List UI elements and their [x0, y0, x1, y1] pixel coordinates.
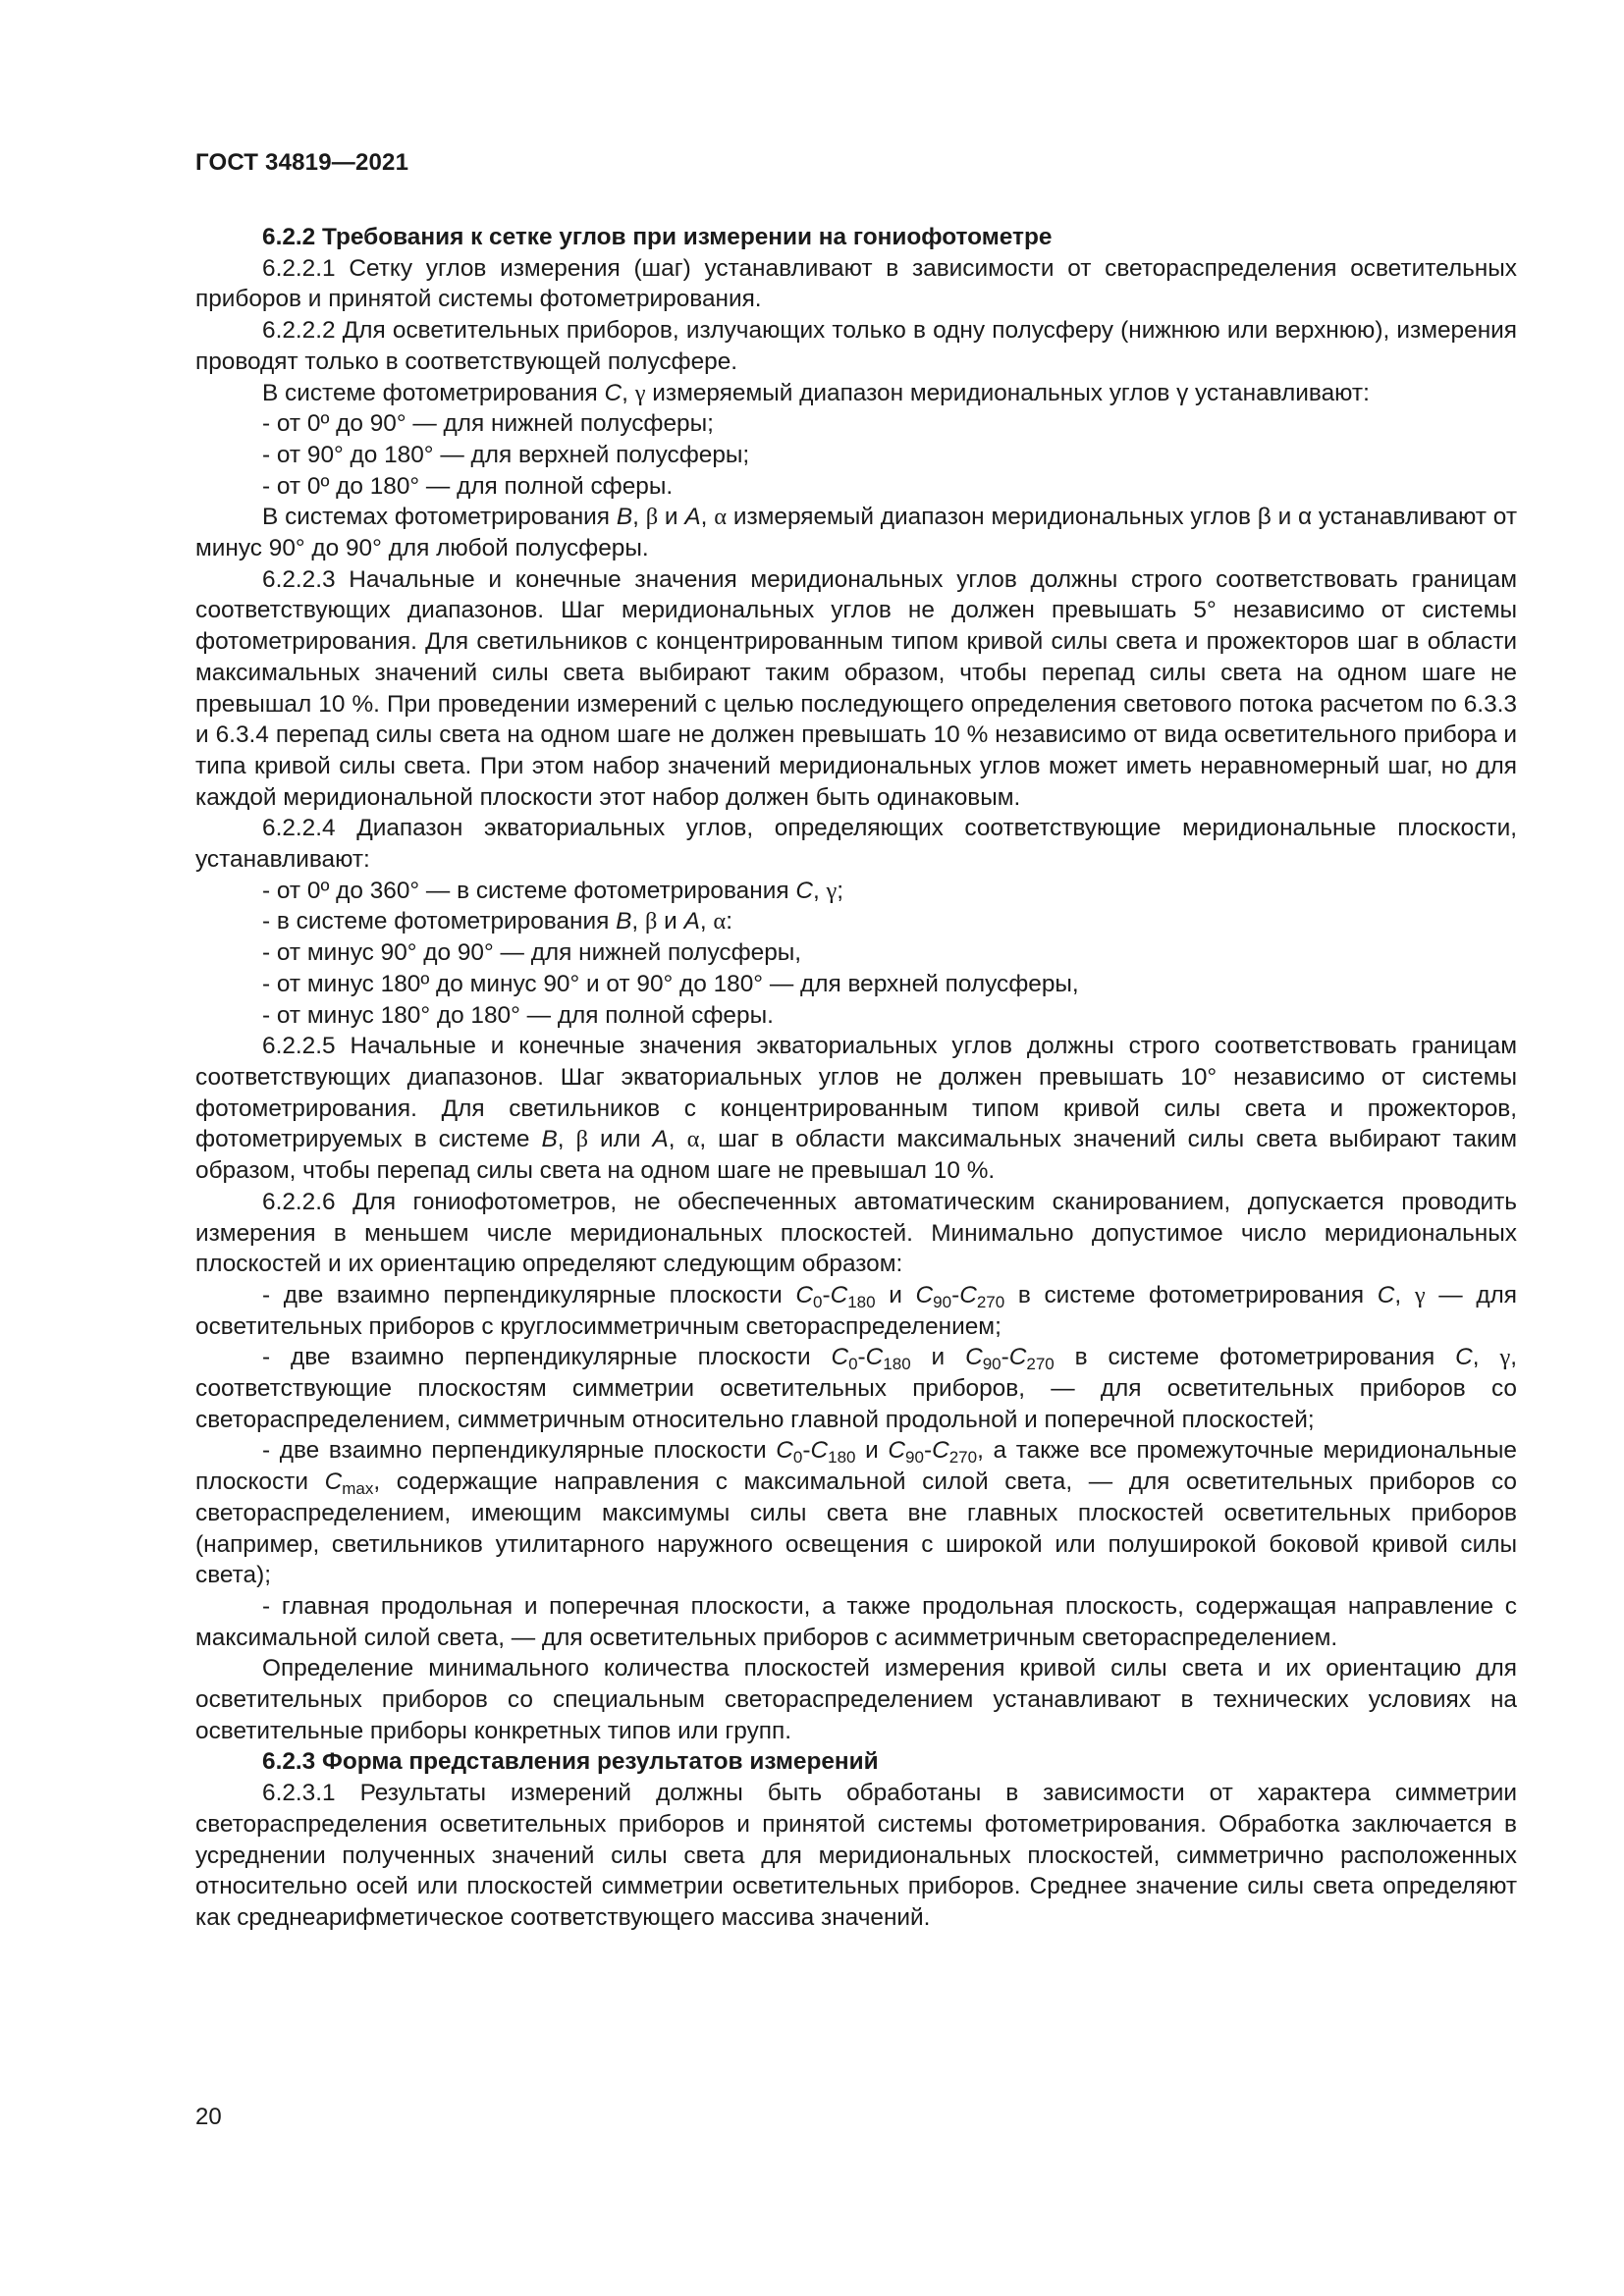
document-body: [195, 222, 1517, 1934]
paragraph-6-2-2-3: 6.2.2.3 Начальные и конечные значения меридиональных углов должны строго соответствовать границам соответствующих диапазонов. Шаг меридиональных углов не должен превышать 5° независимо от системы фотометрирования. Для светильников с концентрированным типом кривой силы света и прожекторов шаг в области максимальных значений силы света выбирают таким образом, чтобы перепад силы света на одном шаге не превышал 10 %. При проведении измерений с целью последующего определения светового потока расчетом по 6.3.3 и 6.3.4 перепад силы света на одном шаге не должен превышать 10 % независимо от вида осветительного прибора и типа кривой силы света. При этом набор значений меридиональных углов может иметь неравномерный шаг, но для каждой меридиональной плоскости этот набор должен быть одинаковым.: [195, 565, 1517, 811]
paragraph-6-2-2-4: 6.2.2.4 Диапазон экваториальных углов, определяющих соответствующие меридиональные плоскости, устанавливают:: [195, 815, 1517, 874]
list-item: - от минус 90° до 90° — для нижней полусферы,: [262, 939, 802, 967]
page-number: 20: [195, 2104, 222, 2130]
paragraph-c-gamma-range: В системе фотометрирования C, γ измеряемый диапазон меридиональных углов γ устанавливают:: [262, 379, 1370, 406]
list-item: - от 0º до 180° — для полной сферы.: [262, 472, 674, 500]
list-item: - две взаимно перпендикулярные плоскости $C_0-C_{180}$ и $C_{90}-C_{270}$ в системе фотометрирования C, γ — для осветительных приборов с круглосимметричным светораспределением;: [195, 1281, 1517, 1340]
paragraph-6-2-2-6: 6.2.2.6 Для гониофотометров, не обеспеченных автоматическим сканированием, допускается проводить измерения в меньшем числе меридиональных плоскостей. Минимально допустимое число меридиональных плоскостей и их ориентацию определяют следующим образом:: [195, 1188, 1517, 1278]
list-item: - от минус 180º до минус 90° и от 90° до 180° — для верхней полусферы,: [262, 970, 1079, 997]
paragraph-6-2-2-5: 6.2.2.5 Начальные и конечные значения экваториальных углов должны строго соответствовать границам соответствующих диапазонов. Шаг экваториальных углов не должен превышать 10° независимо от системы фотометрирования. Для светильников с концентрированным типом кривой силы света и прожекторов, фотометрируемых в системе B, β или A, α, шаг в области максимальных значений силы света выбирают таким образом, чтобы перепад силы света на одном шаге не превышал 10 %.: [195, 1033, 1517, 1185]
page-header: ГОСТ 34819—2021: [195, 149, 409, 176]
list-item: - от 0º до 360° — в системе фотометрирования C, γ;: [262, 877, 844, 904]
list-item: - от 90° до 180° — для верхней полусферы;: [262, 441, 750, 468]
paragraph-definition: Определение минимального количества плоскостей измерения кривой силы света и их ориентацию для осветительных приборов со специальным светораспределением устанавливают в технических условиях на осветительные приборы конкретных типов или групп.: [195, 1655, 1517, 1744]
paragraph-b-a-range: В системах фотометрирования B, β и A, α измеряемый диапазон меридиональных углов β и α устанавливают от минус 90° до 90° для любой полусферы.: [195, 504, 1517, 562]
list-item: - в системе фотометрирования B, β и A, α:: [262, 908, 732, 935]
paragraph-6-2-3-1: 6.2.3.1 Результаты измерений должны быть обработаны в зависимости от характера симметрии светораспределения осветительных приборов и принятой системы фотометрирования. Обработка заключается в усреднении полученных значений силы света для меридиональных плоскостей, симметрично расположенных относительно осей или плоскостей симметрии осветительных приборов. Среднее значение силы света определяют как среднеарифметическое соответствующего массива значений.: [195, 1780, 1517, 1931]
list-item: - от 0º до 90° — для нижней полусферы;: [262, 410, 714, 438]
paragraph-6-2-2-1: 6.2.2.1 Сетку углов измерения (шаг) устанавливают в зависимости от светораспределения осветительных приборов и принятой системы фотометрирования.: [195, 254, 1517, 313]
section-heading-6-2-3: 6.2.3 Форма представления результатов измерений: [262, 1748, 879, 1776]
paragraph-6-2-2-2: 6.2.2.2 Для осветительных приборов, излучающих только в одну полусферу (нижнюю или верхнюю), измерения проводят только в соответствующей полусфере.: [195, 317, 1517, 375]
section-heading-6-2-2: 6.2.2 Требования к сетке углов при измерении на гониофотометре: [262, 224, 1053, 250]
list-item: - две взаимно перпендикулярные плоскости $C_0-C_{180}$ и $C_{90}-C_{270}$ в системе фотометрирования C, γ, соответствующие плоскостям симметрии осветительных приборов, — для осветительных приборов со светораспределением, симметричным относительно главной продольной и поперечной плоскостей;: [195, 1344, 1517, 1433]
list-item: - от минус 180° до 180° — для полной сферы.: [262, 1001, 774, 1029]
list-item: - главная продольная и поперечная плоскости, а также продольная плоскость, содержащая направление с максимальной силой света, — для осветительных приборов с асимметричным светораспределением.: [195, 1592, 1517, 1651]
list-item: - две взаимно перпендикулярные плоскости $C_0-C_{180}$ и $C_{90}-C_{270}$, а также все промежуточные меридиональные плоскости $C_{max}$, содержащие направления с максимальной силой света, — для осветительных приборов со светораспределением, имеющим максимумы силы света вне главных плоскостей осветительных приборов (например, светильников утилитарного наружного освещения с широкой или полуширокой боковой кривой силы света);: [195, 1437, 1517, 1589]
